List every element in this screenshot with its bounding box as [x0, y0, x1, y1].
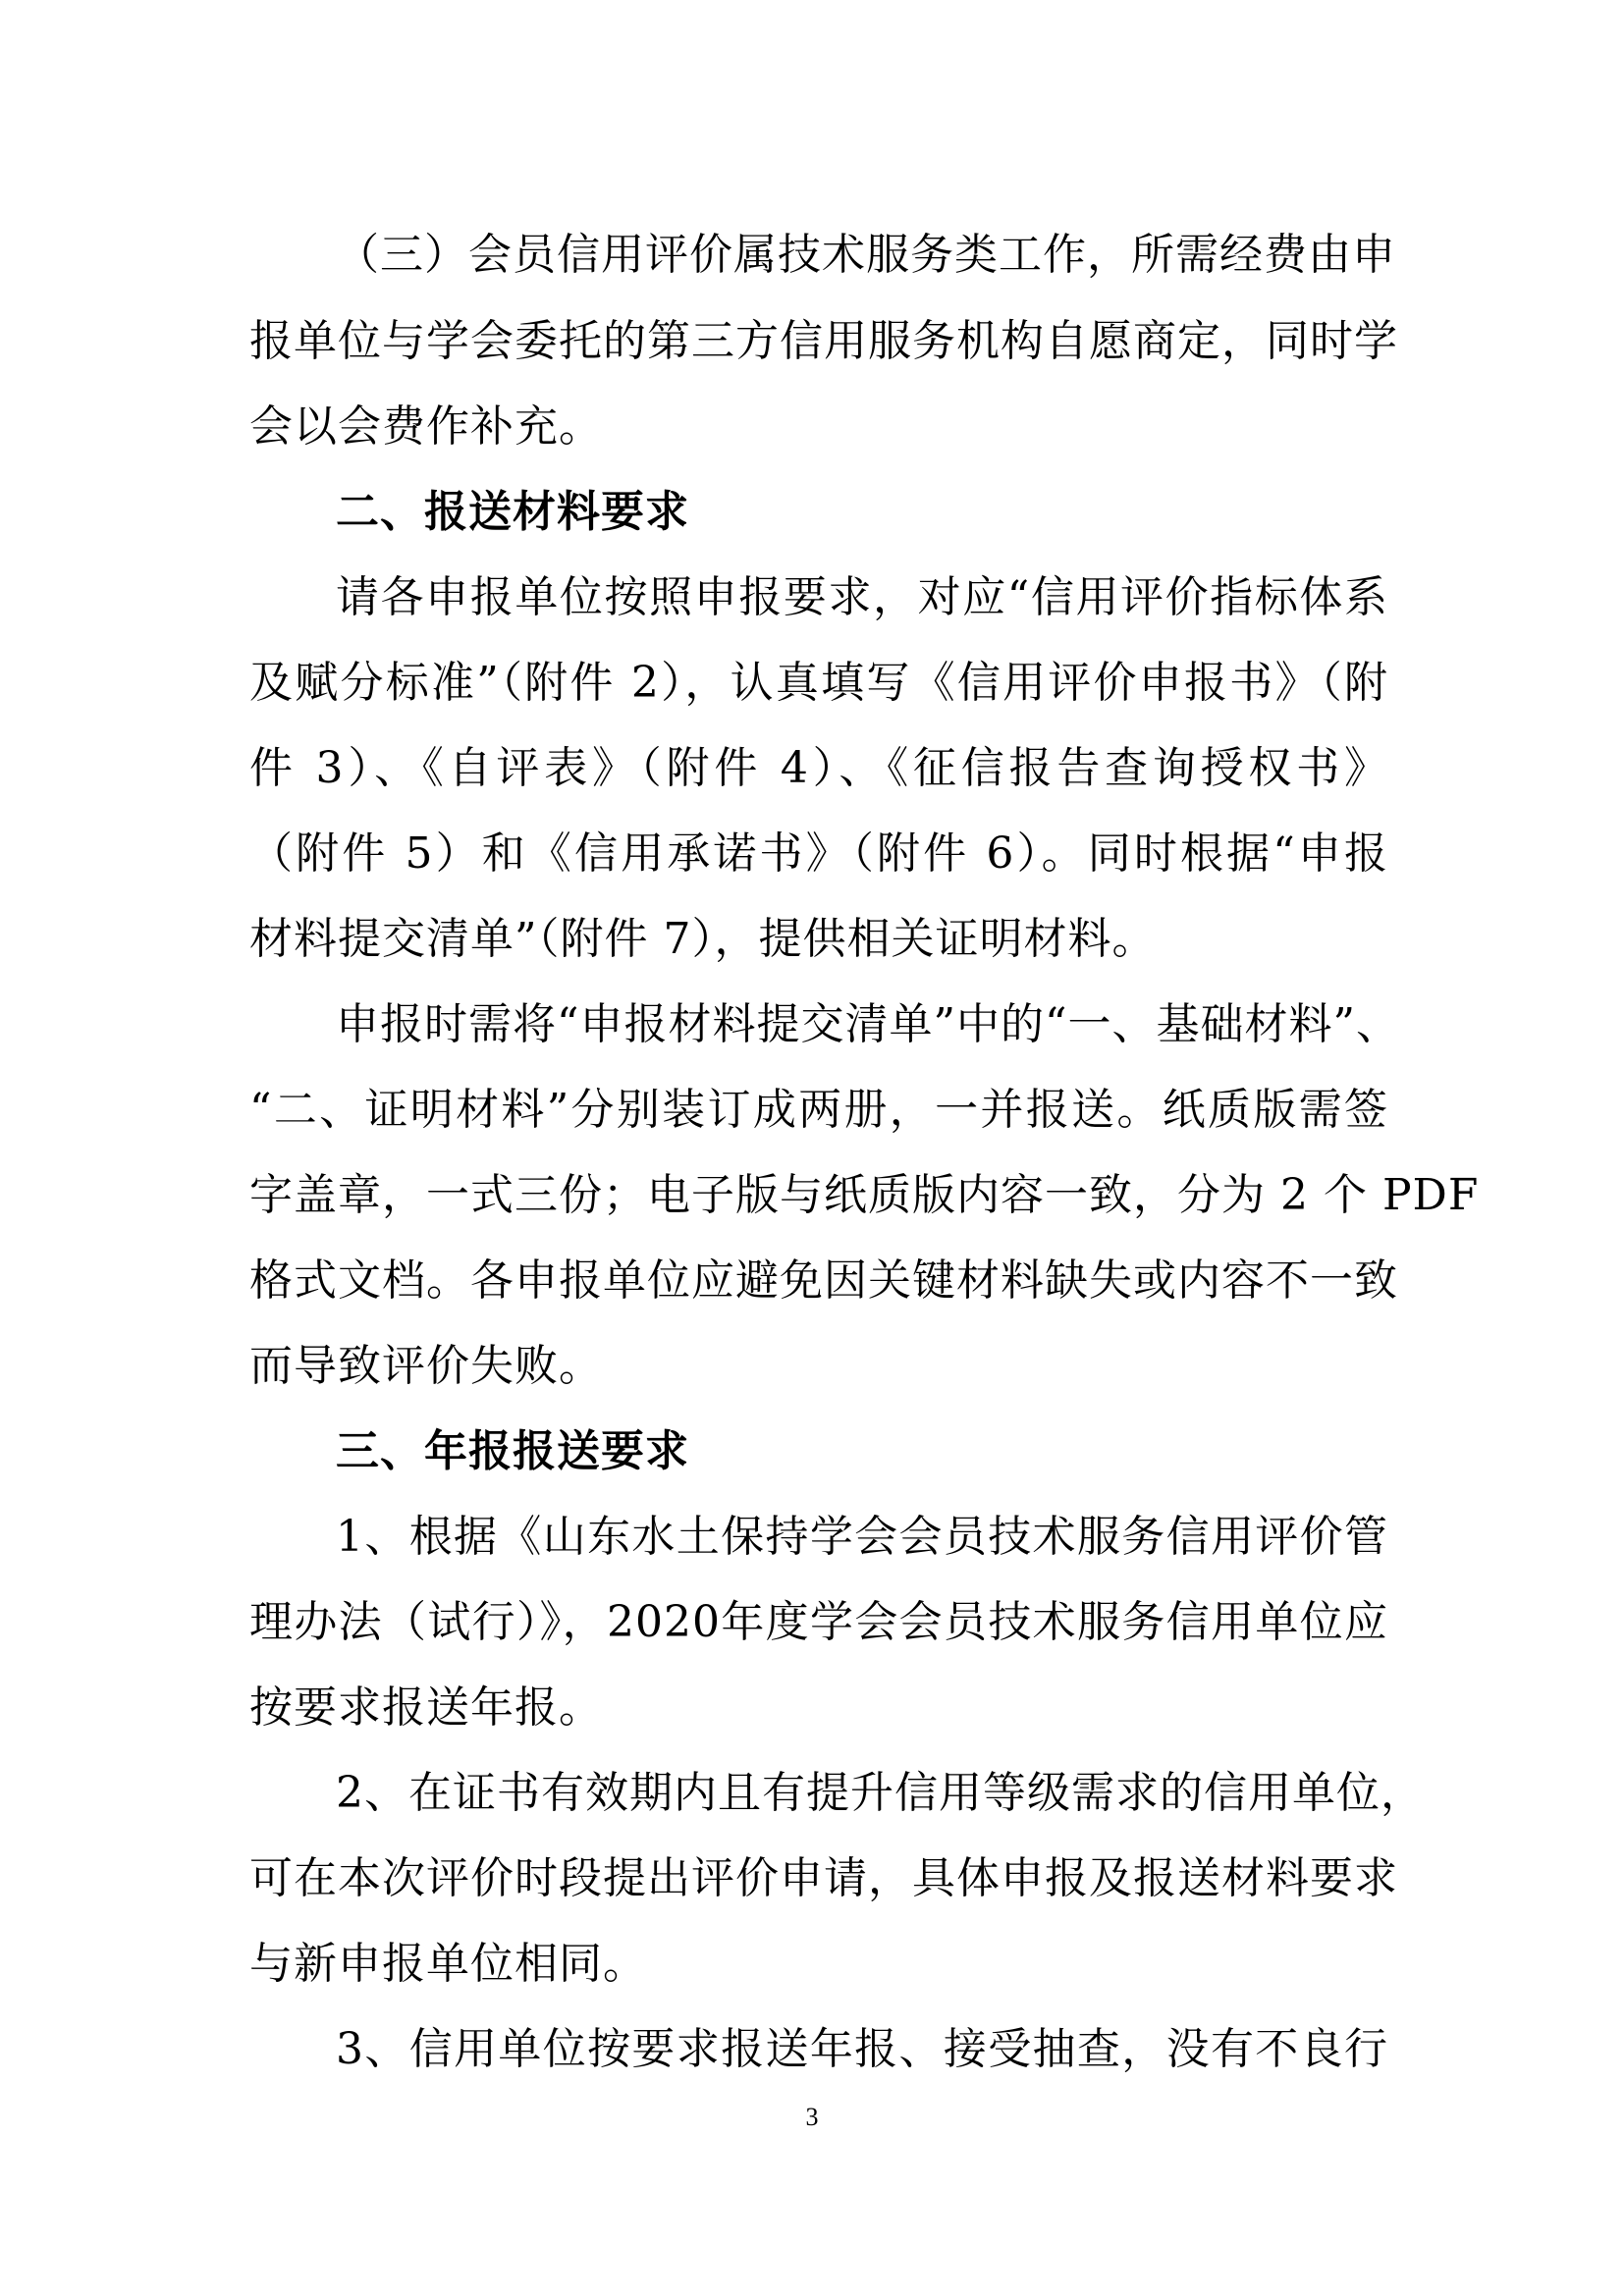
paragraph-line: （附件 5）和《信用承诺书》（附件 6）。同时根据“申报: [249, 828, 1388, 879]
paragraph-line: 而导致评价失败。: [249, 1341, 603, 1391]
paragraph-line: 与新申报单位相同。: [249, 1939, 647, 1989]
paragraph-line: 材料提交清单”（附件 7），提供相关证明材料。: [249, 914, 1157, 964]
paragraph-line: 会以会费作补充。: [249, 401, 603, 452]
paragraph-line: 可在本次评价时段提出评价申请，具体申报及报送材料要求: [249, 1853, 1398, 1903]
paragraph-line: 1、根据《山东水土保持学会会员技术服务信用评价管: [336, 1512, 1388, 1562]
section-heading: 三、年报报送要求: [336, 1426, 689, 1476]
paragraph-line: 理办法（试行）》，2020年度学会会员技术服务信用单位应: [249, 1597, 1388, 1647]
paragraph-line: （三）会员信用评价属技术服务类工作，所需经费由申: [336, 230, 1396, 280]
paragraph-line: 件 3）、《自评表》（附件 4）、《征信报告查询授权书》: [249, 743, 1388, 793]
paragraph-line: 报单位与学会委托的第三方信用服务机构自愿商定，同时学: [249, 316, 1398, 366]
paragraph-line: 3、信用单位按要求报送年报、接受抽查，没有不良行: [336, 2024, 1388, 2074]
page-number: 3: [805, 2103, 819, 2131]
paragraph-line: 请各申报单位按照申报要求，对应“信用评价指标体系: [336, 572, 1388, 622]
paragraph-line: 字盖章，一式三份；电子版与纸质版内容一致，分为 2 个 PDF: [249, 1170, 1480, 1220]
paragraph-line: 按要求报送年报。: [249, 1682, 603, 1733]
paragraph-line: 申报时需将“申报材料提交清单”中的“一、基础材料”、: [336, 999, 1400, 1049]
paragraph-line: “二、证明材料”分别装订成两册，一并报送。纸质版需签: [249, 1085, 1388, 1135]
section-heading: 二、报送材料要求: [336, 487, 689, 537]
paragraph-line: 及赋分标准”（附件 2），认真填写《信用评价申报书》（附: [249, 658, 1388, 708]
paragraph-line: 2、在证书有效期内且有提升信用等级需求的信用单位，: [336, 1768, 1425, 1818]
paragraph-line: 格式文档。各申报单位应避免因关键材料缺失或内容不一致: [249, 1255, 1398, 1306]
